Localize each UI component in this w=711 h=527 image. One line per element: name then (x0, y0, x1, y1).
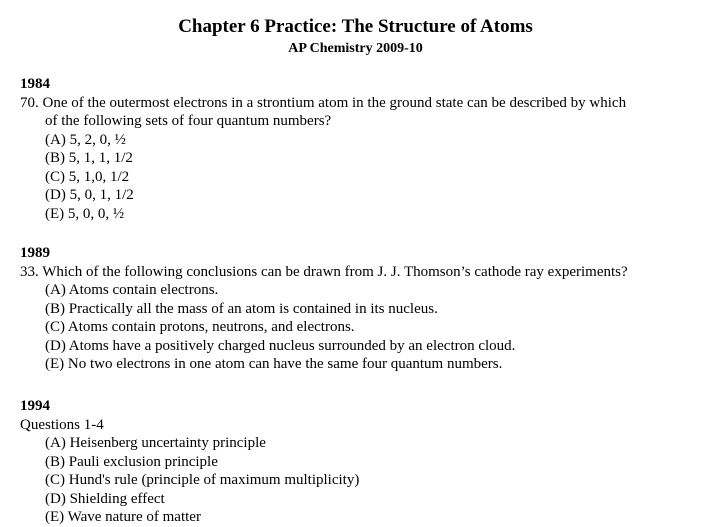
answer-choice-e: (E) 5, 0, 0, ½ (45, 205, 125, 222)
question-text: 33. Which of the following conclusions can be drawn from J. J. Thomson’s cathode ray experiments? (20, 263, 628, 280)
answer-choice-d: (D) 5, 0, 1, 1/2 (45, 187, 134, 203)
section-1989 (20, 244, 700, 374)
answer-choice-a: (A) Atoms contain electrons. (45, 282, 219, 298)
question-text: 70. One of the outermost electrons in a strontium atom in the ground state can be described by which (20, 94, 627, 111)
page-title: Chapter 6 Practice: The Structure of Atoms (178, 16, 533, 37)
answer-choice-a: (A) 5, 2, 0, ½ (45, 131, 126, 148)
section-1984 (20, 75, 700, 223)
answer-choice-a: (A) Heisenberg uncertainty principle (45, 435, 266, 451)
answer-choice-e: (E) Wave nature of matter (45, 509, 201, 525)
question-text-continued: of the following sets of four quantum numbers? (45, 113, 332, 129)
answer-choice-b: (B) Pauli exclusion principle (45, 453, 218, 470)
section-year: 1994 (20, 398, 50, 414)
answer-choice-c: (C) Hund's rule (principle of maximum multiplicity) (45, 472, 360, 488)
answer-choice-c: (C) 5, 1,0, 1/2 (45, 168, 130, 185)
question-set-label: Questions 1-4 (20, 416, 104, 433)
answer-choice-b: (B) 5, 1, 1, 1/2 (45, 150, 133, 166)
section-year: 1989 (20, 245, 50, 261)
answer-choice-d: (D) Shielding effect (45, 490, 165, 507)
answer-choice-b: (B) Practically all the mass of an atom is contained in its nucleus. (45, 300, 438, 317)
page-subtitle: AP Chemistry 2009-10 (288, 41, 423, 56)
answer-choice-c: (C) Atoms contain protons, neutrons, and electrons. (45, 319, 355, 335)
section-1994 (20, 397, 700, 527)
section-year: 1984 (20, 76, 50, 92)
answer-choice-d: (D) Atoms have a positively charged nucleus surrounded by an electron cloud. (45, 337, 516, 354)
answer-choice-e: (E) No two electrons in one atom can have the same four quantum numbers. (45, 356, 503, 372)
